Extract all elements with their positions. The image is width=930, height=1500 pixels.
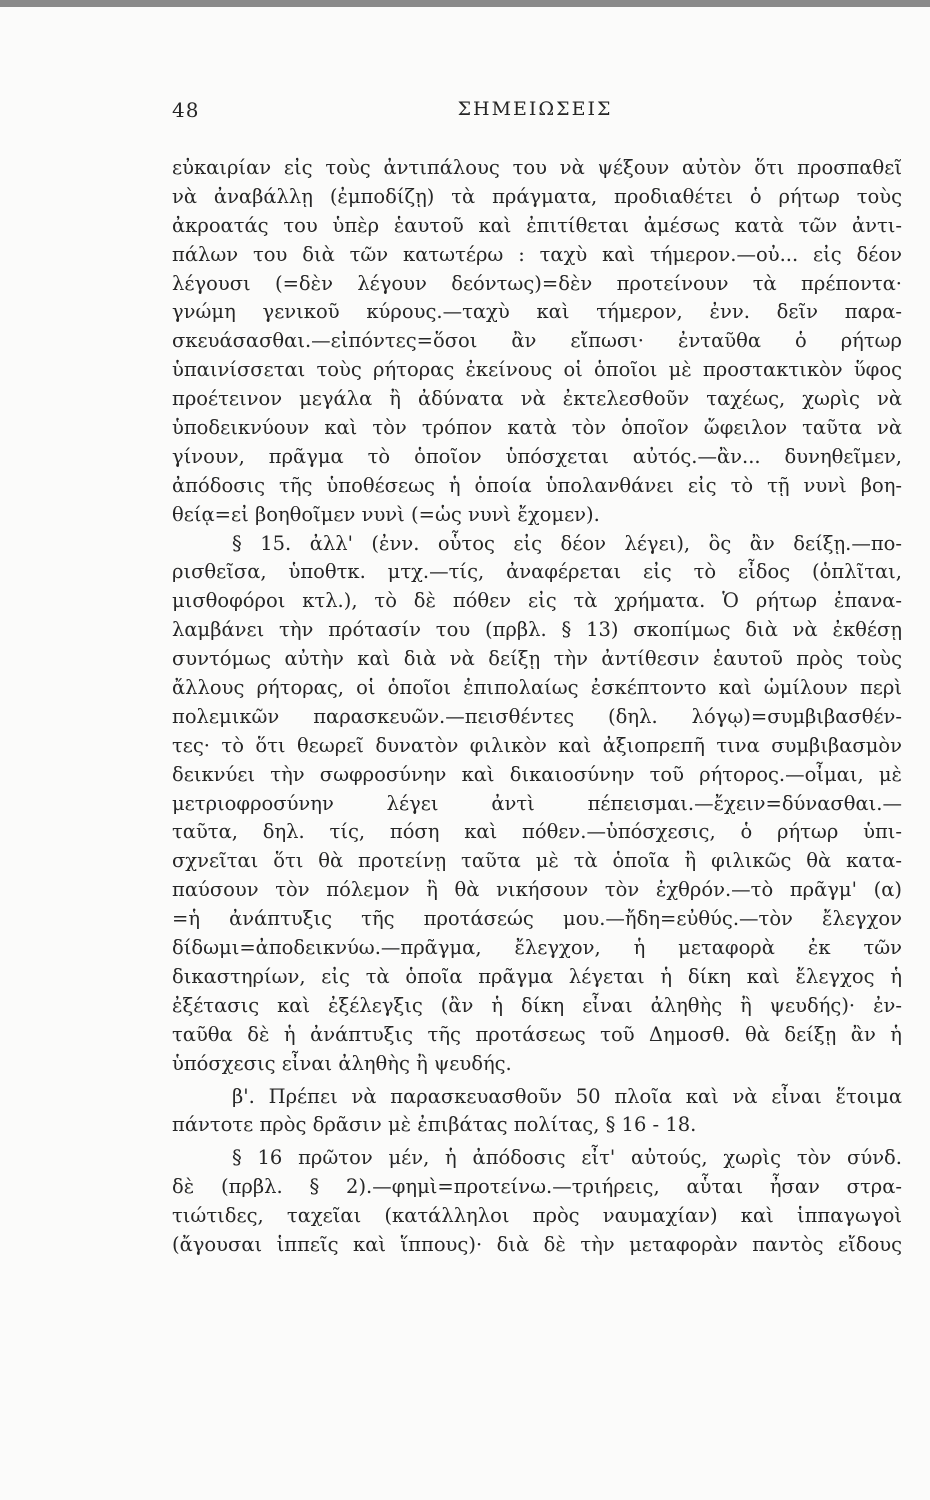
text-line: γνώμη γενικοῦ κύρους.—ταχὺ καὶ τήμερον, ἐνν. δεῖν παρα- bbox=[172, 300, 902, 324]
text-line: γίνουν, πρᾶγμα τὸ ὁποῖον ὑπόσχεται αὐτός.—ἂν... δυνηθεῖμεν, bbox=[172, 444, 902, 468]
text-line: ταῦτα, δηλ. τίς, πόση καὶ πόθεν.—ὑπόσχεσις, ὁ ρήτωρ ὑπι- bbox=[172, 820, 902, 844]
text-line: θείᾳ=εἰ βοηθοῖμεν νυνὶ (=ὡς νυνὶ ἔχομεν). bbox=[172, 502, 600, 526]
paragraph-start-line: § 15. ἀλλ' (ἐνν. οὗτος εἰς δέον λέγει), ὃς ἂν δείξῃ.—πο- bbox=[232, 531, 902, 555]
text-line: (ἄγουσαι ἱππεῖς καὶ ἵππους)· διὰ δὲ τὴν μεταφορὰν παντὸς εἴδους bbox=[172, 1232, 902, 1256]
text-line: δικαστηρίων, εἰς τὰ ὁποῖα πρᾶγμα λέγεται ἡ δίκη καὶ ἔλεγχος ἡ bbox=[172, 964, 902, 988]
text-line: πάλων του διὰ τῶν κατωτέρω : ταχὺ καὶ τήμερον.—οὐ... εἰς δέον bbox=[172, 242, 902, 266]
page-header bbox=[172, 98, 898, 132]
text-line: δεικνύει τὴν σωφροσύνην καὶ δικαιοσύνην τοῦ ρήτορος.—οἶμαι, μὲ bbox=[172, 762, 902, 786]
text-line: ἐξέτασις καὶ ἐξέλεγξις (ἂν ἡ δίκη εἶναι ἀληθὴς ἢ ψευδής)· ἐν- bbox=[172, 993, 902, 1017]
text-line: ἀκροατάς του ὑπὲρ ἑαυτοῦ καὶ ἐπιτίθεται ἀμέσως κατὰ τῶν ἀντι- bbox=[172, 213, 902, 237]
text-line: μετριοφροσύνην λέγει ἀντὶ πέπεισμαι.—ἔχειν=δύνασθαι.— bbox=[172, 791, 902, 815]
text-line: τες· τὸ ὅτι θεωρεῖ δυνατὸν φιλικὸν καὶ ἀξιοπρεπῆ τινα συμβιβασμὸν bbox=[172, 733, 902, 757]
section-heading-line: β'. Πρέπει νὰ παρασκευασθοῦν 50 πλοῖα καὶ νὰ εἶναι ἕτοιμα bbox=[232, 1084, 902, 1108]
text-line: ὑπόσχεσις εἶναι ἀληθὴς ἢ ψευδής. bbox=[172, 1051, 512, 1075]
text-line: δὲ (πρβλ. § 2).—φημὶ=προτείνω.—τριήρεις, αὗται ἦσαν στρα- bbox=[172, 1175, 902, 1199]
text-line: ὑποδεικνύουν καὶ τὸν τρόπον κατὰ τὸν ὁποῖον ὤφειλον ταῦτα νὰ bbox=[172, 416, 902, 440]
text-line: ταῦθα δὲ ἡ ἀνάπτυξις τῆς προτάσεως τοῦ Δημοσθ. θὰ δείξῃ ἂν ἡ bbox=[172, 1022, 902, 1046]
text-line: τιώτιδες, ταχεῖαι (κατάλληλοι πρὸς ναυμαχίαν) καὶ ἱππαγωγοὶ bbox=[172, 1204, 902, 1228]
text-line: νὰ ἀναβάλλῃ (ἐμποδίζῃ) τὰ πράγματα, προδιαθέτει ὁ ρήτωρ τοὺς bbox=[172, 184, 902, 208]
text-line: λαμβάνει τὴν πρότασίν του (πρβλ. § 13) σκοπίμως διὰ νὰ ἐκθέσῃ bbox=[172, 618, 902, 642]
text-line: εὐκαιρίαν εἰς τοὺς ἀντιπάλους του νὰ ψέξουν αὐτὸν ὅτι προσπαθεῖ bbox=[172, 156, 902, 179]
text-line: ὑπαινίσσεται τοὺς ρήτορας ἐκείνους οἱ ὁποῖοι μὲ προστακτικὸν ὕφος bbox=[172, 358, 902, 382]
text-line: ρισθεῖσα, ὑποθτκ. μτχ.—τίς, ἀναφέρεται εἰς τὸ εἶδος (ὁπλῖται, bbox=[172, 560, 902, 584]
notes-text bbox=[172, 154, 902, 1260]
text-line: πολεμικῶν παρασκευῶν.—πεισθέντες (δηλ. λόγῳ)=συμβιβασθέν- bbox=[172, 704, 902, 728]
running-title: ΣΗΜΕΙΩΣΕΙΣ bbox=[457, 98, 613, 120]
text-line: δίδωμι=ἀποδεικνύω.—πρᾶγμα, ἔλεγχον, ἡ μεταφορὰ ἐκ τῶν bbox=[172, 936, 902, 960]
text-line: προέτεινον μεγάλα ἢ ἀδύνατα νὰ ἐκτελεσθοῦν ταχέως, χωρὶς νὰ bbox=[172, 387, 902, 411]
text-line: ἄλλους ρήτορας, οἱ ὁποῖοι ἐπιπολαίως ἐσκέπτοντο καὶ ὡμίλουν περὶ bbox=[172, 676, 902, 700]
text-line: σχνεῖται ὅτι θὰ προτείνῃ ταῦτα μὲ τὰ ὁποῖα ἢ φιλικῶς θὰ κατα- bbox=[172, 849, 902, 873]
text-line: =ἡ ἀνάπτυξις τῆς προτάσεώς μου.—ἤδη=εὐθύς.—τὸν ἔλεγχον bbox=[172, 907, 902, 931]
text-line: σκευάσασθαι.—εἰπόντες=ὅσοι ἂν εἴπωσι· ἐνταῦθα ὁ ρήτωρ bbox=[172, 329, 902, 353]
text-line: μισθοφόροι κτλ.), τὸ δὲ πόθεν εἰς τὰ χρήματα. Ὁ ρήτωρ ἐπανα- bbox=[172, 589, 902, 613]
text-line: παύσουν τὸν πόλεμον ἢ θὰ νικήσουν τὸν ἐχθρόν.—τὸ πρᾶγμ' (α) bbox=[172, 878, 902, 902]
text-line: ἀπόδοσις τῆς ὑποθέσεως ἡ ὁποία ὑπολανθάνει εἰς τὸ τῇ νυνὶ βοη- bbox=[172, 473, 902, 497]
text-line: λέγουσι (=δὲν λέγουν δεόντως)=δὲν προτείνουν τὰ πρέποντα· bbox=[172, 271, 902, 295]
page-number: 48 bbox=[172, 98, 200, 122]
text-line: πάντοτε πρὸς δρᾶσιν μὲ ἐπιβάτας πολίτας, § 16 - 18. bbox=[172, 1113, 697, 1137]
scan-edge bbox=[0, 0, 930, 7]
paragraph-start-line: § 16 πρῶτον μέν, ἡ ἀπόδοσις εἶτ' αὐτούς, χωρὶς τὸν σύνδ. bbox=[232, 1146, 902, 1170]
text-line: συντόμως αὐτὴν καὶ διὰ νὰ δείξῃ τὴν ἀντίθεσιν ἑαυτοῦ πρὸς τοὺς bbox=[172, 647, 902, 671]
